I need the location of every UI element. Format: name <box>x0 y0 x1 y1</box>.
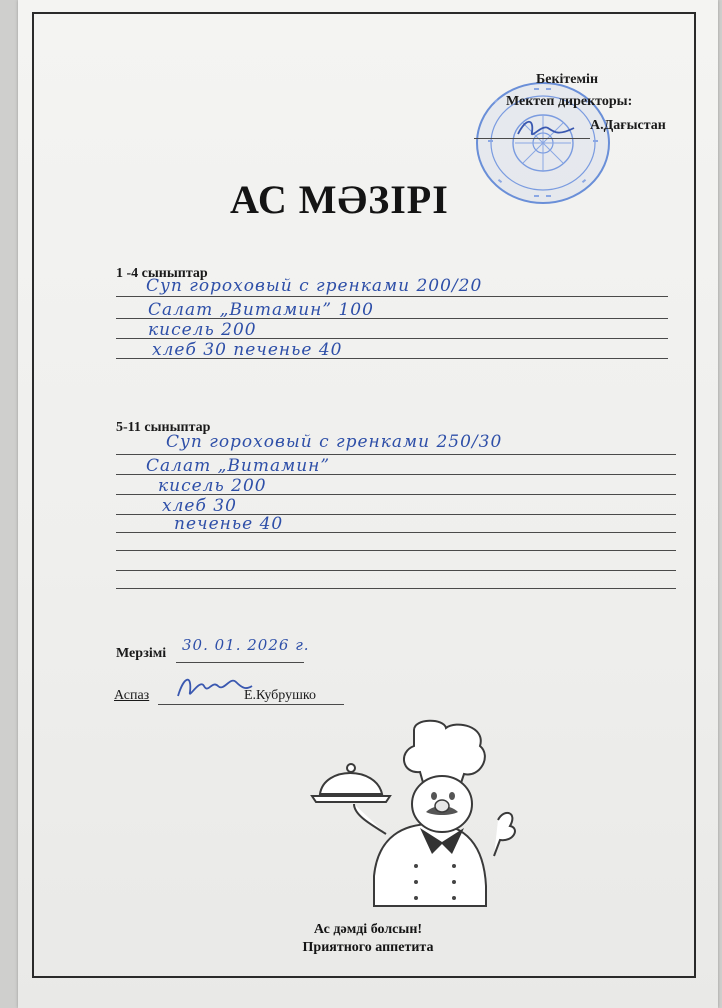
chef-illustration-icon <box>294 716 524 916</box>
cook-line <box>158 704 344 705</box>
page-title: АС МӘЗІРІ <box>230 177 449 222</box>
menu-item: Суп гороховый с гренками 250/30 <box>166 432 503 452</box>
menu-item: Суп гороховый с гренками 200/20 <box>146 276 483 296</box>
menu-line <box>116 550 676 551</box>
menu-item: Салат „Витамин” <box>146 456 331 476</box>
director-name: А.Дағыстан <box>590 118 666 133</box>
menu-line <box>116 588 676 589</box>
menu-item: кисель 200 <box>158 476 267 496</box>
date-line <box>176 662 304 663</box>
menu-item: хлеб 30 <box>162 496 237 516</box>
approval-line-2: Мектеп директоры: <box>506 94 633 109</box>
menu-item: Салат „Витамин” 100 <box>148 300 374 320</box>
menu-line <box>116 454 676 455</box>
cook-label: Аспаз <box>114 688 150 703</box>
menu-line <box>116 296 668 297</box>
cook-name: Е.Кубрушко <box>244 688 316 703</box>
section-label-5-11: 5-11 сыныптар <box>116 420 211 435</box>
menu-sheet <box>18 0 718 1008</box>
date-label: Мерзімі <box>116 646 167 661</box>
menu-item: печенье 40 <box>174 514 284 534</box>
approval-line-1: Бекітемін <box>536 72 599 87</box>
menu-item: кисель 200 <box>148 320 257 340</box>
director-signature <box>512 114 582 144</box>
menu-line <box>116 570 676 571</box>
closing-line-2: Приятного аппетита <box>302 940 434 955</box>
menu-item: хлеб 30 печенье 40 <box>152 340 343 360</box>
closing-line-1: Ас дәмді болсын! <box>313 922 423 937</box>
cook-signature <box>174 670 254 704</box>
section-label-1-4: 1 -4 сыныптар <box>116 266 208 281</box>
date-value: 30. 01. 2026 г. <box>182 636 310 654</box>
